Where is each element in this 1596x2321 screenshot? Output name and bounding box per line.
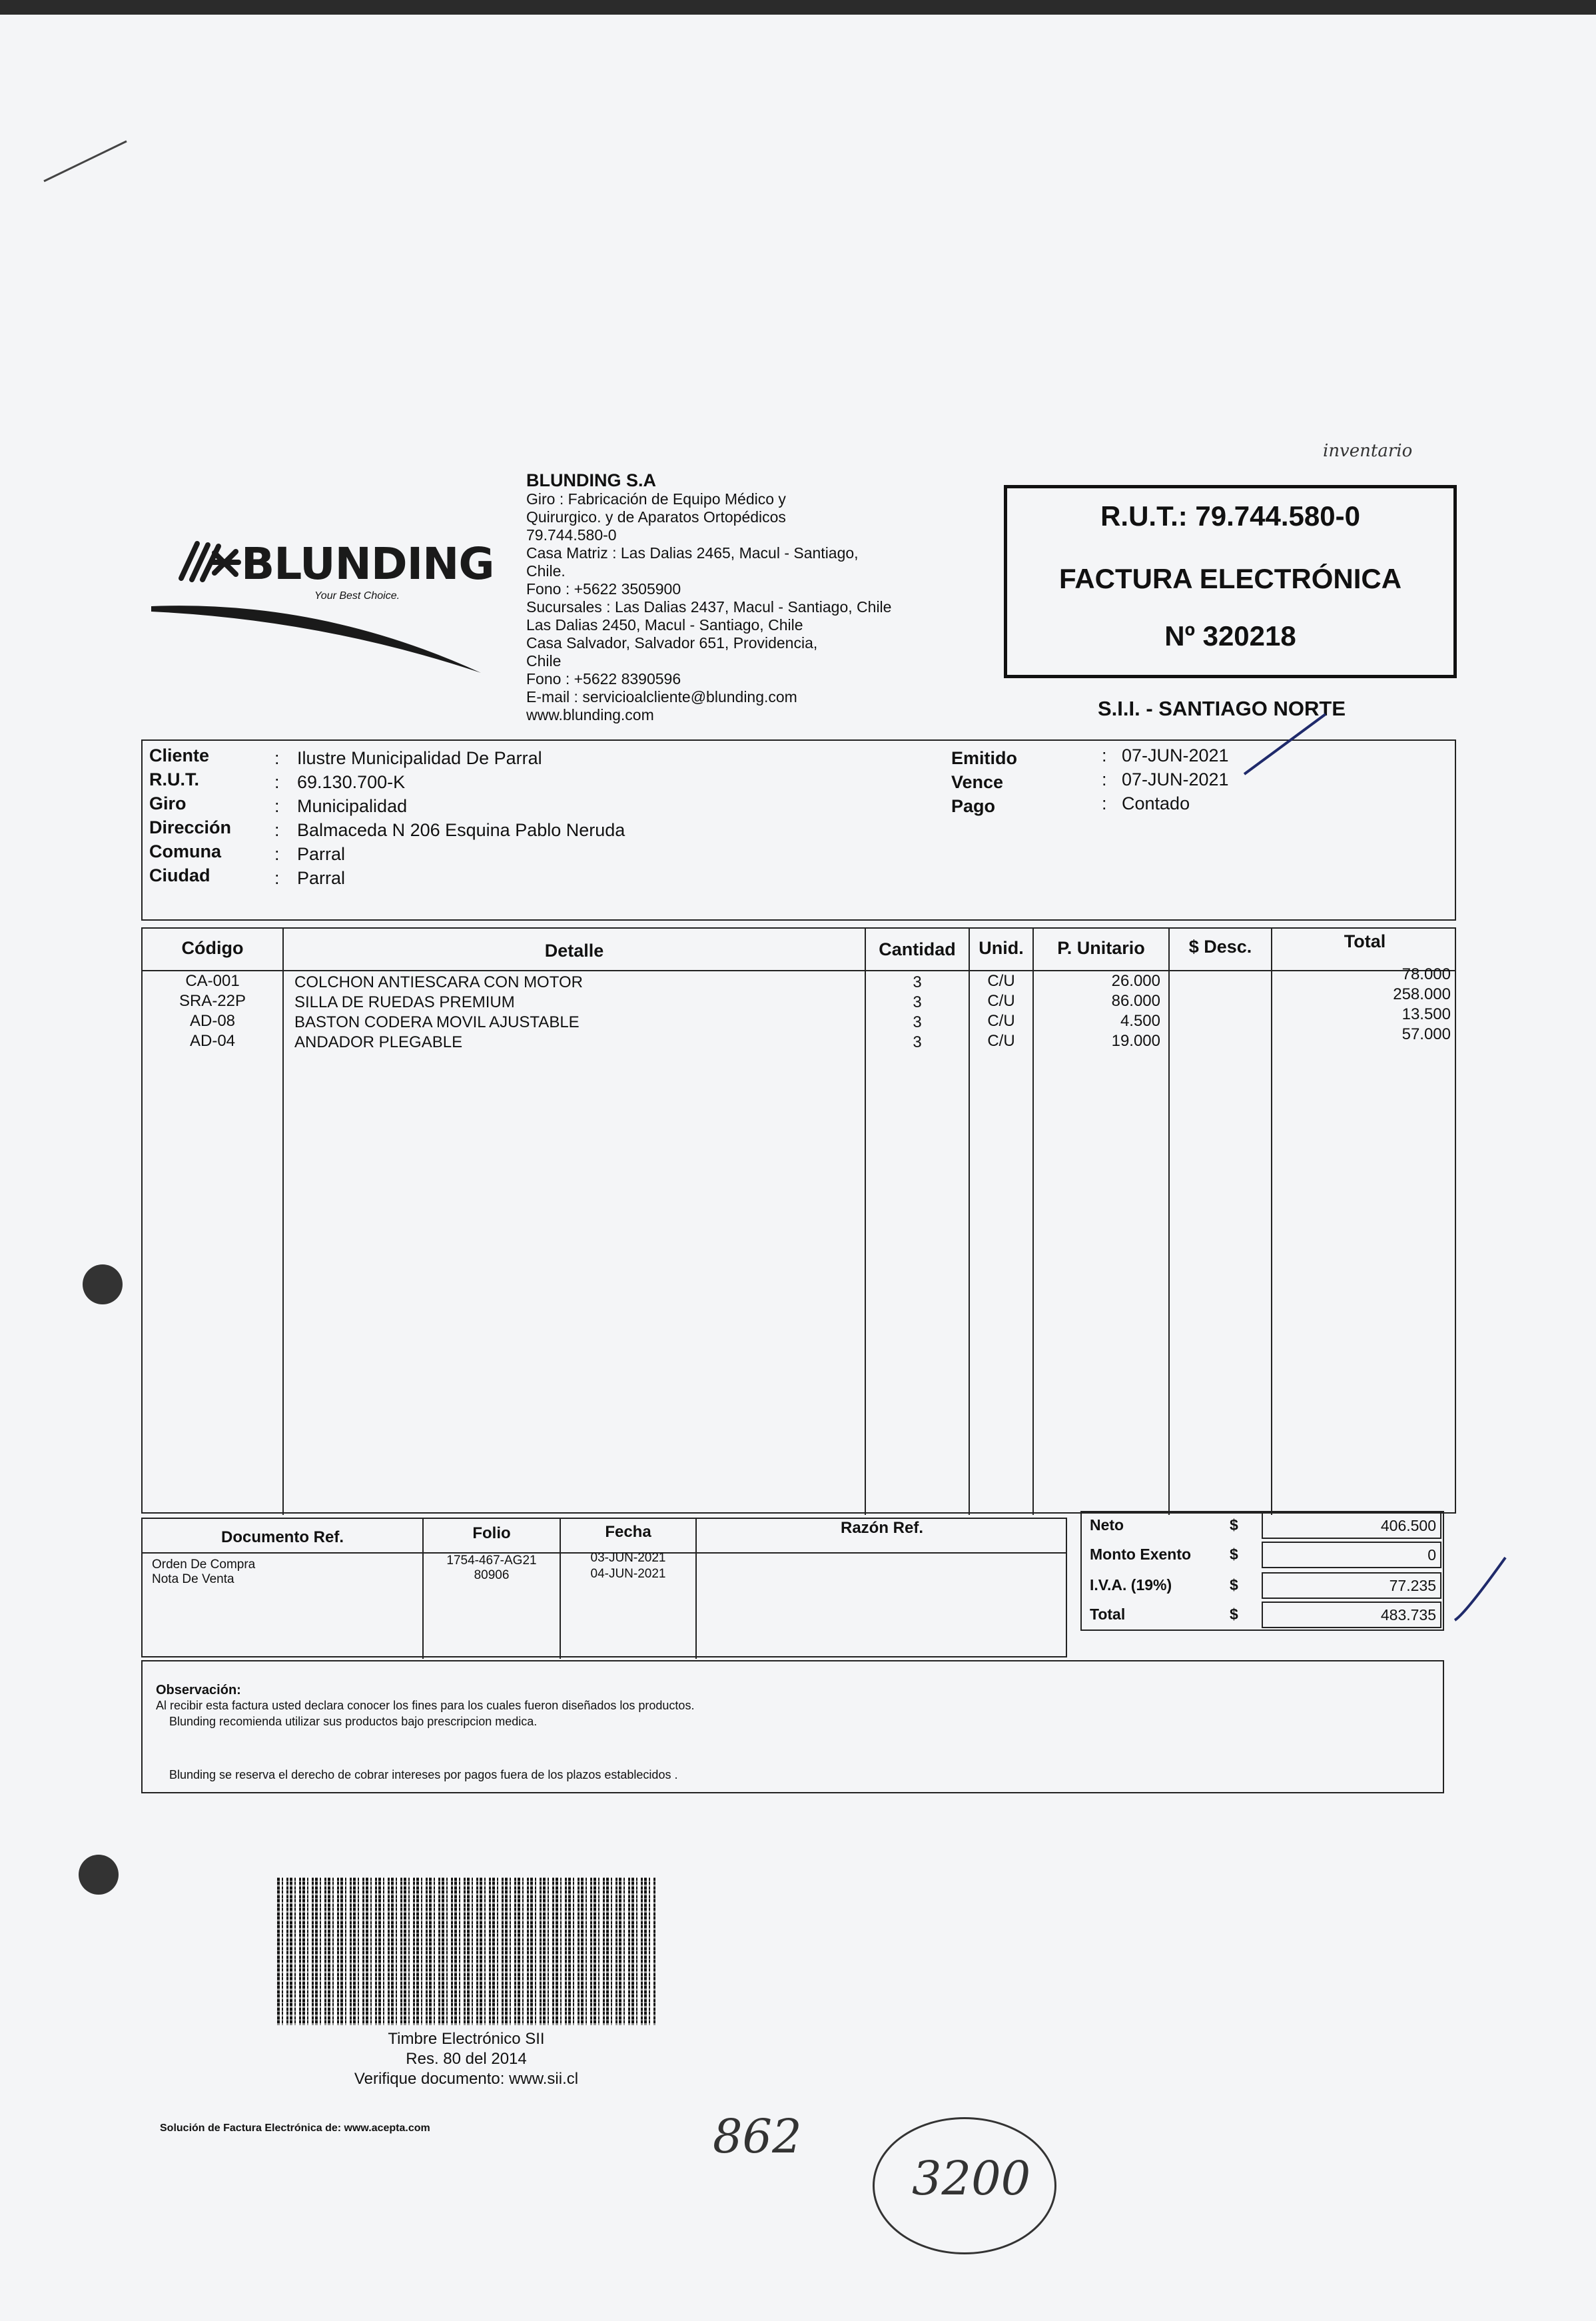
item-detail: ANDADOR PLEGABLE (294, 1033, 463, 1051)
company-line: Quirurgico. y de Aparatos Ortopédicos (526, 508, 786, 526)
client-comuna: Parral (297, 844, 346, 864)
handwritten-circled-text: 3200 (912, 2151, 1031, 2206)
payment-label: Pago (951, 796, 996, 816)
handwritten-circled-number (873, 2117, 1056, 2254)
item-unit-price: 26.000 (1111, 972, 1160, 990)
issue-colons: : : : (1102, 745, 1107, 813)
item-detail: SILLA DE RUEDAS PREMIUM (294, 993, 515, 1011)
totals-currency: $ (1230, 1576, 1238, 1594)
issue-values (1122, 743, 1229, 815)
company-logo (175, 526, 508, 686)
ref-header-folio: Folio (472, 1524, 511, 1542)
item-total: 13.500 (1401, 1005, 1451, 1023)
totals-label: I.V.A. (19%) (1090, 1576, 1172, 1594)
company-website: www.blunding.com (526, 706, 654, 723)
invoice-type: FACTURA ELECTRÓNICA (1058, 563, 1402, 594)
electronic-stamp-text (293, 2029, 639, 2089)
totals-label: Monto Exento (1090, 1546, 1192, 1563)
client-colons: : : : : : : (274, 748, 280, 888)
item-code: AD-04 (189, 1032, 236, 1050)
invoice-number: Nº 320218 (1164, 620, 1296, 652)
issued-label: Emitido (951, 748, 1017, 768)
totals-label: Total (1090, 1606, 1126, 1623)
total-amount: 483.735 (1380, 1606, 1436, 1624)
observation-line: Blunding se reserva el derecho de cobrar intereses por pagos fuera de los plazos establecidos . (169, 1768, 678, 1781)
ref-document: Orden De Compra (152, 1558, 256, 1572)
item-quantity: 3 (913, 1033, 922, 1051)
ref-header-date: Fecha (605, 1523, 651, 1541)
invoice-id-box (1004, 485, 1457, 678)
totals-currency: $ (1230, 1516, 1238, 1534)
company-line: Fono : +5622 8390596 (526, 670, 681, 688)
footer-provider: Solución de Factura Electrónica de: www.acepta.com (160, 2122, 430, 2134)
col-header-total: Total (1344, 931, 1386, 951)
exempt-amount-box (1262, 1542, 1441, 1568)
client-label: Cliente (149, 745, 210, 765)
item-detail: BASTON CODERA MOVIL AJUSTABLE (294, 1013, 580, 1031)
col-divider (282, 929, 284, 1515)
logo-tagline: Your Best Choice. (314, 590, 400, 602)
client-rut: 69.130.700-K (297, 772, 406, 792)
due-date: 07-JUN-2021 (1122, 769, 1229, 789)
col-header-quantity: Cantidad (879, 939, 956, 959)
ref-document: Nota De Venta (152, 1572, 234, 1586)
client-city: Parral (297, 868, 346, 888)
col-divider (1168, 929, 1170, 1515)
items-table (141, 927, 1456, 1514)
total-amount-box (1262, 1602, 1441, 1628)
client-label: Dirección (149, 817, 232, 837)
item-unit: C/U (987, 1012, 1015, 1030)
ref-col-divider (695, 1519, 697, 1659)
item-quantity: 3 (913, 973, 922, 991)
item-code: SRA-22P (179, 992, 246, 1010)
invoice-rut: R.U.T.: 79.744.580-0 (1100, 500, 1360, 532)
company-line: Chile. (526, 562, 566, 580)
company-name: BLUNDING S.A (526, 470, 656, 490)
col-header-code: Código (181, 938, 244, 958)
item-code: CA-001 (185, 972, 240, 990)
company-email: E-mail : servicioalcliente@blunding.com (526, 688, 797, 705)
client-label: Giro (149, 793, 187, 813)
totals-box (1080, 1511, 1444, 1631)
net-amount: 406.500 (1380, 1517, 1436, 1534)
company-line: Sucursales : Las Dalias 2437, Macul - Santiago, Chile (526, 598, 892, 616)
item-unit-price: 19.000 (1111, 1032, 1160, 1050)
stamp-title: Timbre Electrónico SII (388, 2030, 545, 2048)
company-line: Casa Salvador, Salvador 651, Providencia, (526, 634, 818, 652)
electronic-stamp-barcode (277, 1877, 655, 2025)
net-amount-box (1262, 1512, 1441, 1539)
punch-hole-top (83, 1264, 123, 1304)
item-unit-price: 4.500 (1120, 1012, 1160, 1030)
observation-box (141, 1660, 1444, 1793)
issued-date: 07-JUN-2021 (1122, 745, 1229, 765)
col-header-detail: Detalle (544, 941, 604, 961)
company-line: 79.744.580-0 (526, 526, 617, 544)
item-detail: COLCHON ANTIESCARA CON MOTOR (294, 973, 583, 991)
payment-type: Contado (1122, 793, 1190, 813)
issue-labels (951, 746, 1017, 818)
stamp-verify-link[interactable]: Verifique documento: www.sii.cl (354, 2070, 579, 2088)
company-line: Fono : +5622 3505900 (526, 580, 681, 598)
ref-date: 04-JUN-2021 (590, 1567, 666, 1581)
totals-currency: $ (1230, 1546, 1238, 1563)
logo-mark-icon (175, 538, 241, 585)
col-header-discount: $ Desc. (1188, 937, 1252, 957)
item-unit: C/U (987, 972, 1015, 990)
ref-header-document: Documento Ref. (220, 1528, 344, 1546)
reference-table (141, 1518, 1067, 1657)
item-total: 78.000 (1401, 965, 1451, 983)
ref-folio: 1754-467-AG21 (446, 1554, 537, 1568)
col-header-unit-price: P. Unitario (1057, 938, 1145, 958)
company-line: Casa Matriz : Las Dalias 2465, Macul - Santiago, (526, 544, 859, 562)
client-values (297, 746, 625, 890)
client-label: Ciudad (149, 865, 210, 885)
company-info (526, 470, 939, 724)
vat-amount-box (1262, 1572, 1441, 1599)
client-label: R.U.T. (149, 769, 200, 789)
pen-mark-top-left (40, 121, 133, 188)
ref-folio: 80906 (474, 1568, 510, 1582)
items-header-divider (143, 970, 1455, 971)
company-line: Las Dalias 2450, Macul - Santiago, Chile (526, 616, 803, 634)
ref-header-reason: Razón Ref. (840, 1519, 923, 1537)
stamp-resolution: Res. 80 del 2014 (406, 2050, 527, 2068)
item-code: AD-08 (189, 1012, 236, 1030)
item-total: 258.000 (1393, 985, 1451, 1003)
sii-office: S.I.I. - SANTIAGO NORTE (1098, 697, 1346, 720)
client-label: Comuna (149, 841, 221, 861)
client-name: Ilustre Municipalidad De Parral (297, 748, 542, 768)
vat-amount: 77.235 (1389, 1577, 1436, 1594)
item-quantity: 3 (913, 993, 922, 1011)
col-header-unit: Unid. (979, 938, 1024, 958)
totals-label: Neto (1090, 1516, 1124, 1534)
punch-hole-bottom (79, 1855, 119, 1895)
exempt-amount: 0 (1427, 1546, 1436, 1564)
client-labels (149, 743, 231, 887)
logo-swoosh (148, 593, 494, 680)
item-unit: C/U (987, 1032, 1015, 1050)
item-unit: C/U (987, 992, 1015, 1010)
observation-line: Blunding recomienda utilizar sus productos bajo prescripcion medica. (169, 1715, 538, 1728)
client-address: Balmaceda N 206 Esquina Pablo Neruda (297, 820, 625, 840)
company-line: Chile (526, 652, 562, 670)
ref-date: 03-JUN-2021 (590, 1551, 666, 1565)
totals-currency: $ (1230, 1606, 1238, 1623)
logo-text: BLUNDING (241, 538, 494, 590)
observation-title: Observación: (156, 1683, 241, 1697)
item-total: 57.000 (1401, 1025, 1451, 1043)
item-unit-price: 86.000 (1111, 992, 1160, 1010)
invoice-sheet (0, 15, 1596, 2321)
pen-check-mark (1239, 707, 1332, 781)
due-label: Vence (951, 772, 1004, 792)
item-quantity: 3 (913, 1013, 922, 1031)
client-giro: Municipalidad (297, 796, 408, 816)
handwritten-number: 862 (713, 2109, 802, 2164)
observation-line: Al recibir esta factura usted declara conocer los fines para los cuales fueron diseñados los productos. (156, 1699, 695, 1712)
pen-check-mark-total (1452, 1554, 1512, 1627)
handwritten-note: inventario (1323, 441, 1413, 461)
company-line: Giro : Fabricación de Equipo Médico y (526, 490, 786, 508)
